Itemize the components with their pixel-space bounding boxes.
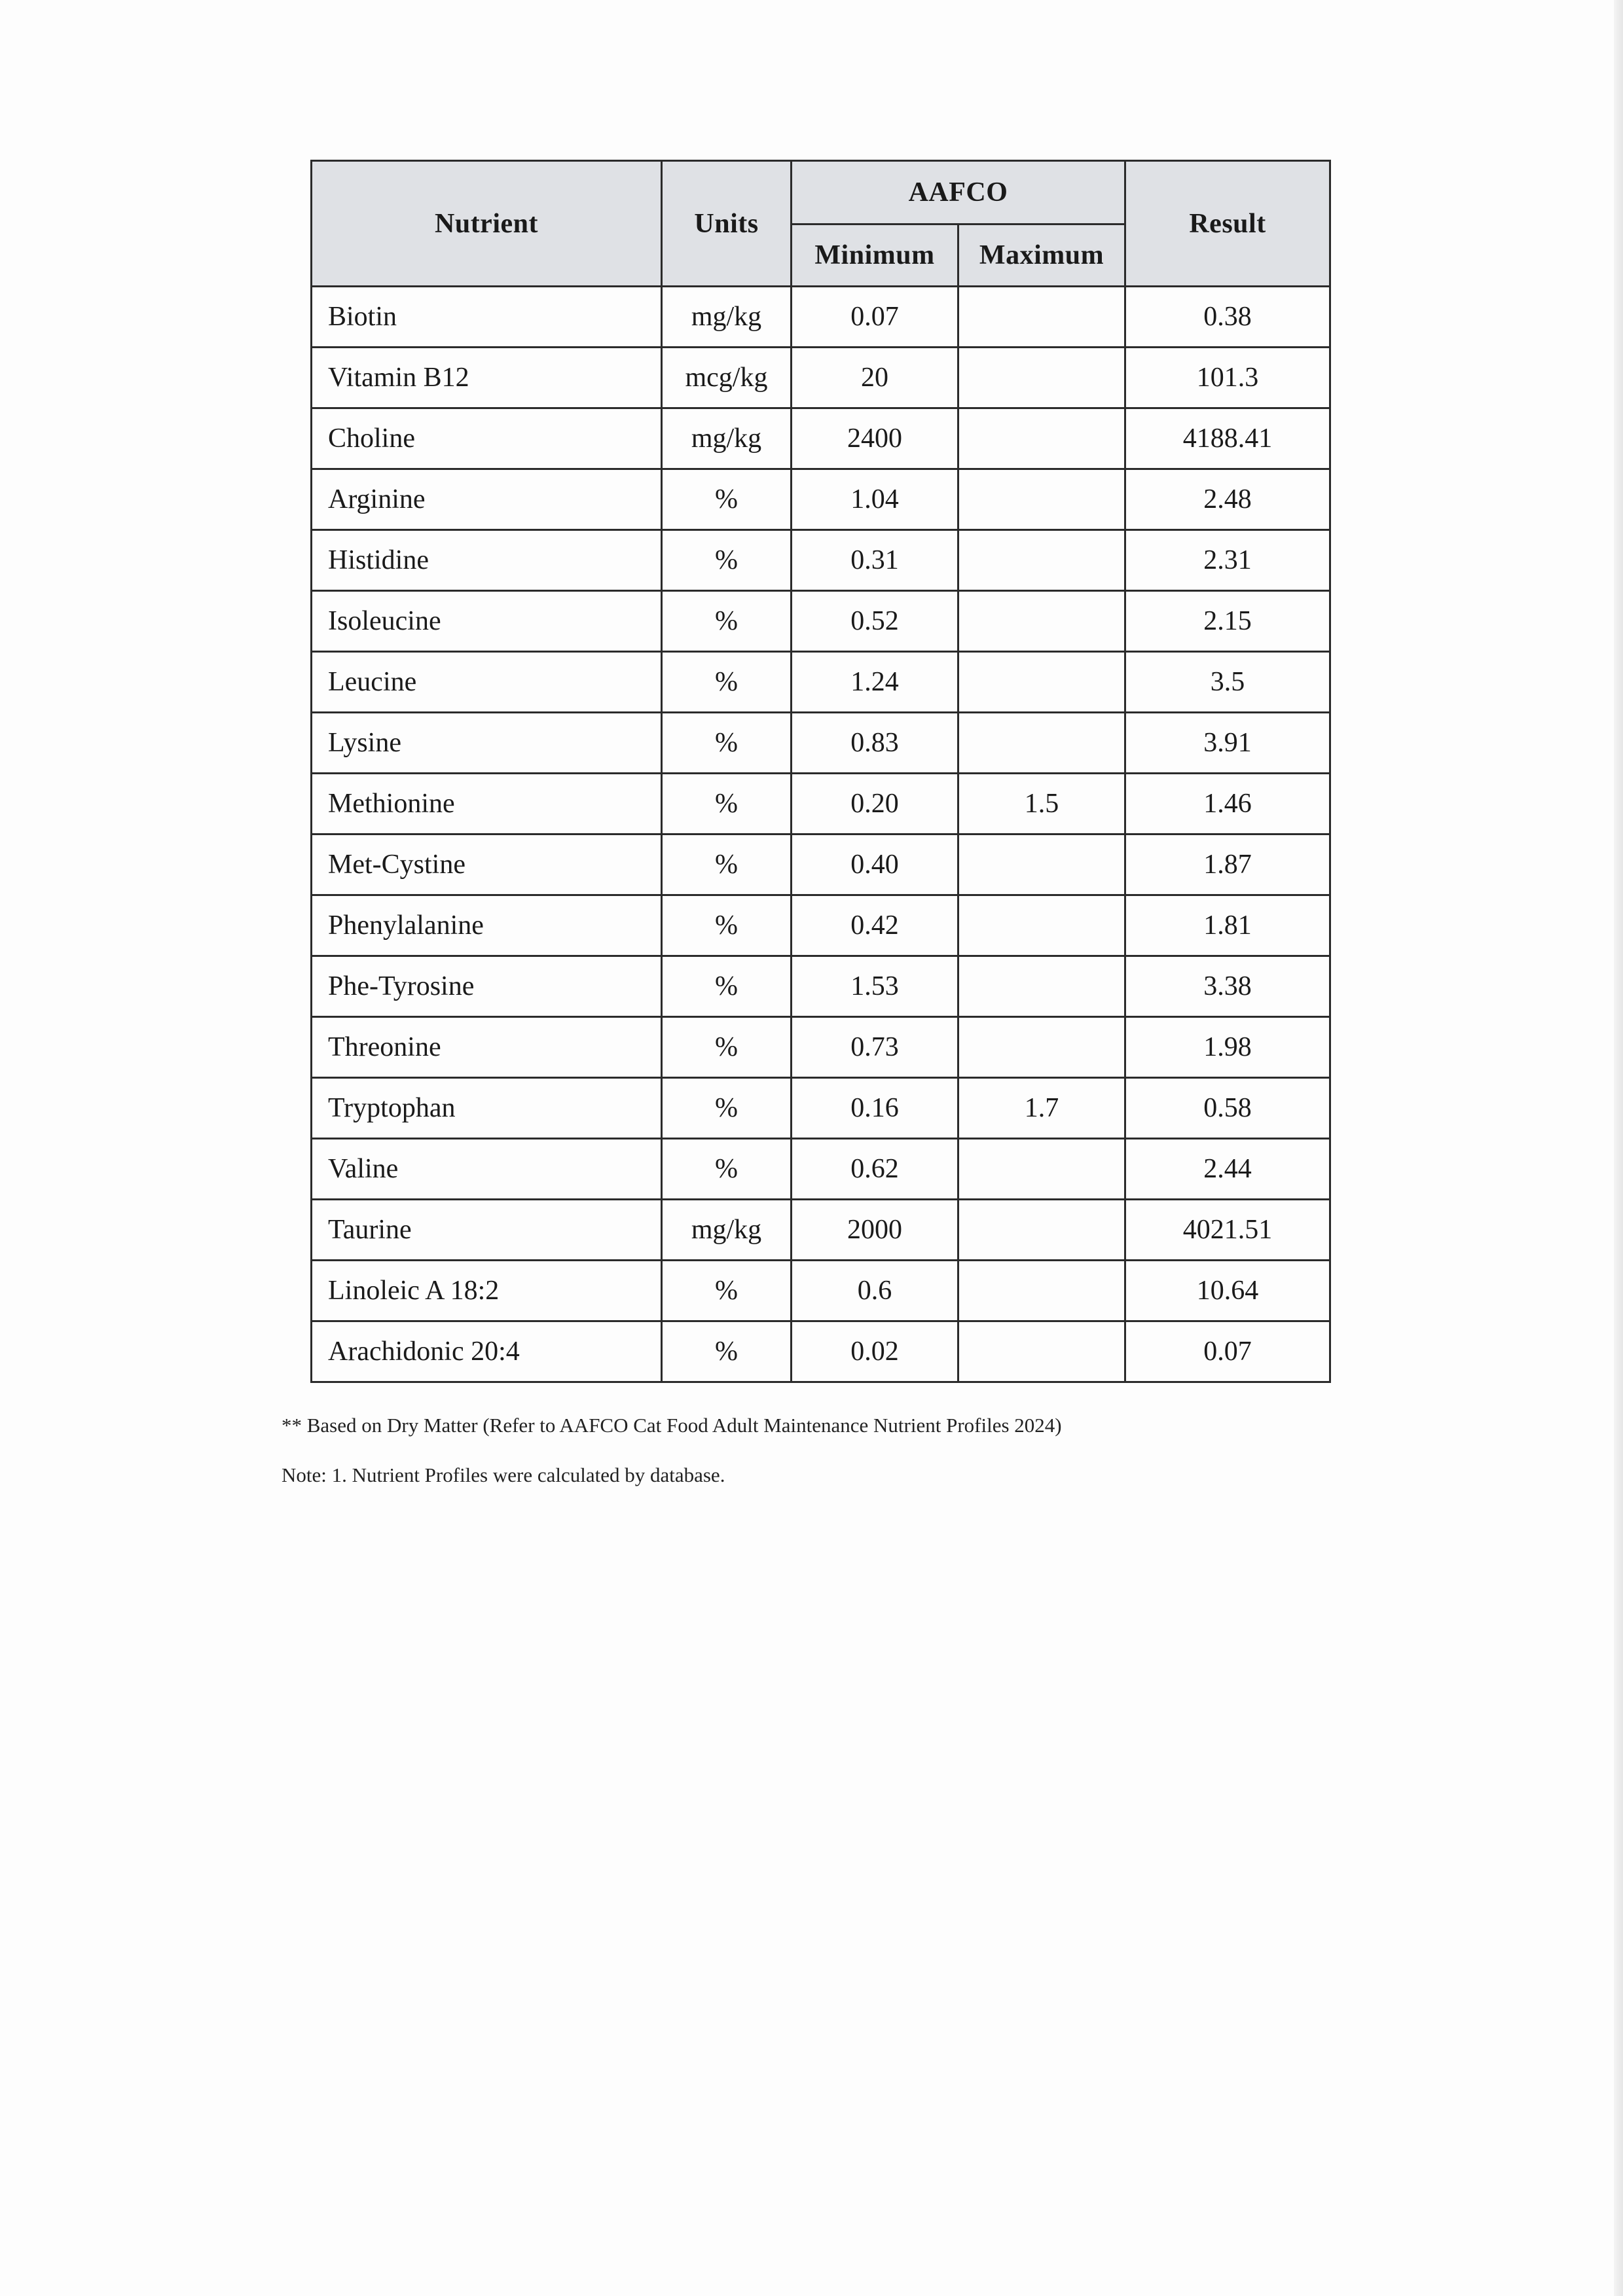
cell-result: 1.81 — [1125, 895, 1330, 956]
cell-result: 1.46 — [1125, 774, 1330, 834]
cell-nutrient: Phe-Tyrosine — [312, 956, 662, 1017]
table-header — [312, 161, 1330, 287]
cell-units: % — [662, 774, 792, 834]
cell-result: 2.31 — [1125, 530, 1330, 591]
cell-result: 10.64 — [1125, 1261, 1330, 1321]
cell-minimum: 20 — [792, 348, 958, 408]
cell-maximum — [958, 895, 1125, 956]
cell-nutrient: Arachidonic 20:4 — [312, 1321, 662, 1382]
cell-minimum: 1.04 — [792, 469, 958, 530]
cell-result: 0.58 — [1125, 1078, 1330, 1139]
table-row — [312, 1200, 1330, 1261]
cell-units: % — [662, 1139, 792, 1200]
cell-units: % — [662, 1078, 792, 1139]
table-row — [312, 1321, 1330, 1382]
cell-result: 2.15 — [1125, 591, 1330, 652]
cell-minimum: 0.16 — [792, 1078, 958, 1139]
table-row — [312, 408, 1330, 469]
table-row — [312, 591, 1330, 652]
cell-units: % — [662, 956, 792, 1017]
cell-result: 4021.51 — [1125, 1200, 1330, 1261]
cell-nutrient: Linoleic A 18:2 — [312, 1261, 662, 1321]
table-row — [312, 1139, 1330, 1200]
cell-minimum: 0.6 — [792, 1261, 958, 1321]
header-aafco: AAFCO — [792, 161, 1125, 224]
cell-maximum — [958, 469, 1125, 530]
cell-units: % — [662, 652, 792, 713]
page-edge — [1614, 0, 1623, 2296]
cell-minimum: 0.40 — [792, 834, 958, 895]
cell-units: % — [662, 834, 792, 895]
cell-maximum: 1.7 — [958, 1078, 1125, 1139]
cell-minimum: 0.73 — [792, 1017, 958, 1078]
table-row — [312, 287, 1330, 348]
table-row — [312, 895, 1330, 956]
cell-maximum: 1.5 — [958, 774, 1125, 834]
cell-maximum — [958, 956, 1125, 1017]
cell-maximum — [958, 1321, 1125, 1382]
cell-maximum — [958, 652, 1125, 713]
table-row — [312, 469, 1330, 530]
cell-nutrient: Lysine — [312, 713, 662, 774]
cell-result: 2.44 — [1125, 1139, 1330, 1200]
cell-minimum: 0.52 — [792, 591, 958, 652]
cell-nutrient: Tryptophan — [312, 1078, 662, 1139]
cell-units: mg/kg — [662, 287, 792, 348]
cell-units: mcg/kg — [662, 348, 792, 408]
cell-units: % — [662, 895, 792, 956]
table-row — [312, 713, 1330, 774]
cell-units: % — [662, 469, 792, 530]
cell-result: 3.91 — [1125, 713, 1330, 774]
cell-minimum: 0.20 — [792, 774, 958, 834]
table-row — [312, 1017, 1330, 1078]
nutrient-table — [310, 160, 1331, 1383]
table-body — [312, 287, 1330, 1382]
cell-maximum — [958, 348, 1125, 408]
cell-units: % — [662, 591, 792, 652]
cell-result: 101.3 — [1125, 348, 1330, 408]
cell-maximum — [958, 1139, 1125, 1200]
cell-minimum: 1.24 — [792, 652, 958, 713]
cell-maximum — [958, 530, 1125, 591]
header-result: Result — [1125, 161, 1330, 287]
cell-minimum: 0.07 — [792, 287, 958, 348]
header-nutrient: Nutrient — [312, 161, 662, 287]
cell-nutrient: Isoleucine — [312, 591, 662, 652]
cell-result: 3.38 — [1125, 956, 1330, 1017]
cell-minimum: 2000 — [792, 1200, 958, 1261]
cell-result: 0.38 — [1125, 287, 1330, 348]
cell-maximum — [958, 1200, 1125, 1261]
table-row — [312, 774, 1330, 834]
cell-result: 1.87 — [1125, 834, 1330, 895]
cell-minimum: 1.53 — [792, 956, 958, 1017]
nutrient-table-container — [310, 160, 1329, 1383]
header-maximum: Maximum — [958, 224, 1125, 287]
cell-maximum — [958, 591, 1125, 652]
cell-maximum — [958, 834, 1125, 895]
dry-matter-note: ** Based on Dry Matter (Refer to AAFCO Cat Food Adult Maintenance Nutrient Profiles 2024) — [282, 1414, 1062, 1437]
calculation-note: Note: 1. Nutrient Profiles were calculated by database. — [282, 1463, 725, 1486]
cell-minimum: 2400 — [792, 408, 958, 469]
cell-units: % — [662, 713, 792, 774]
table-row — [312, 834, 1330, 895]
header-units: Units — [662, 161, 792, 287]
footnotes — [282, 1414, 1062, 1513]
cell-result: 3.5 — [1125, 652, 1330, 713]
cell-minimum: 0.31 — [792, 530, 958, 591]
cell-result: 4188.41 — [1125, 408, 1330, 469]
cell-maximum — [958, 1261, 1125, 1321]
cell-nutrient: Methionine — [312, 774, 662, 834]
cell-maximum — [958, 408, 1125, 469]
cell-units: % — [662, 530, 792, 591]
cell-nutrient: Biotin — [312, 287, 662, 348]
cell-units: % — [662, 1017, 792, 1078]
cell-result: 0.07 — [1125, 1321, 1330, 1382]
cell-minimum: 0.02 — [792, 1321, 958, 1382]
cell-nutrient: Phenylalanine — [312, 895, 662, 956]
header-row-top — [312, 161, 1330, 224]
cell-nutrient: Histidine — [312, 530, 662, 591]
cell-maximum — [958, 1017, 1125, 1078]
table-row — [312, 1261, 1330, 1321]
cell-nutrient: Vitamin B12 — [312, 348, 662, 408]
cell-minimum: 0.62 — [792, 1139, 958, 1200]
cell-units: mg/kg — [662, 408, 792, 469]
cell-nutrient: Taurine — [312, 1200, 662, 1261]
cell-nutrient: Valine — [312, 1139, 662, 1200]
cell-minimum: 0.83 — [792, 713, 958, 774]
cell-nutrient: Arginine — [312, 469, 662, 530]
table-row — [312, 530, 1330, 591]
table-row — [312, 1078, 1330, 1139]
cell-nutrient: Leucine — [312, 652, 662, 713]
cell-maximum — [958, 287, 1125, 348]
cell-units: mg/kg — [662, 1200, 792, 1261]
header-minimum: Minimum — [792, 224, 958, 287]
cell-nutrient: Choline — [312, 408, 662, 469]
table-row — [312, 652, 1330, 713]
cell-nutrient: Met-Cystine — [312, 834, 662, 895]
cell-minimum: 0.42 — [792, 895, 958, 956]
table-row — [312, 956, 1330, 1017]
cell-nutrient: Threonine — [312, 1017, 662, 1078]
cell-units: % — [662, 1261, 792, 1321]
table-row — [312, 348, 1330, 408]
cell-result: 1.98 — [1125, 1017, 1330, 1078]
cell-units: % — [662, 1321, 792, 1382]
cell-result: 2.48 — [1125, 469, 1330, 530]
cell-maximum — [958, 713, 1125, 774]
